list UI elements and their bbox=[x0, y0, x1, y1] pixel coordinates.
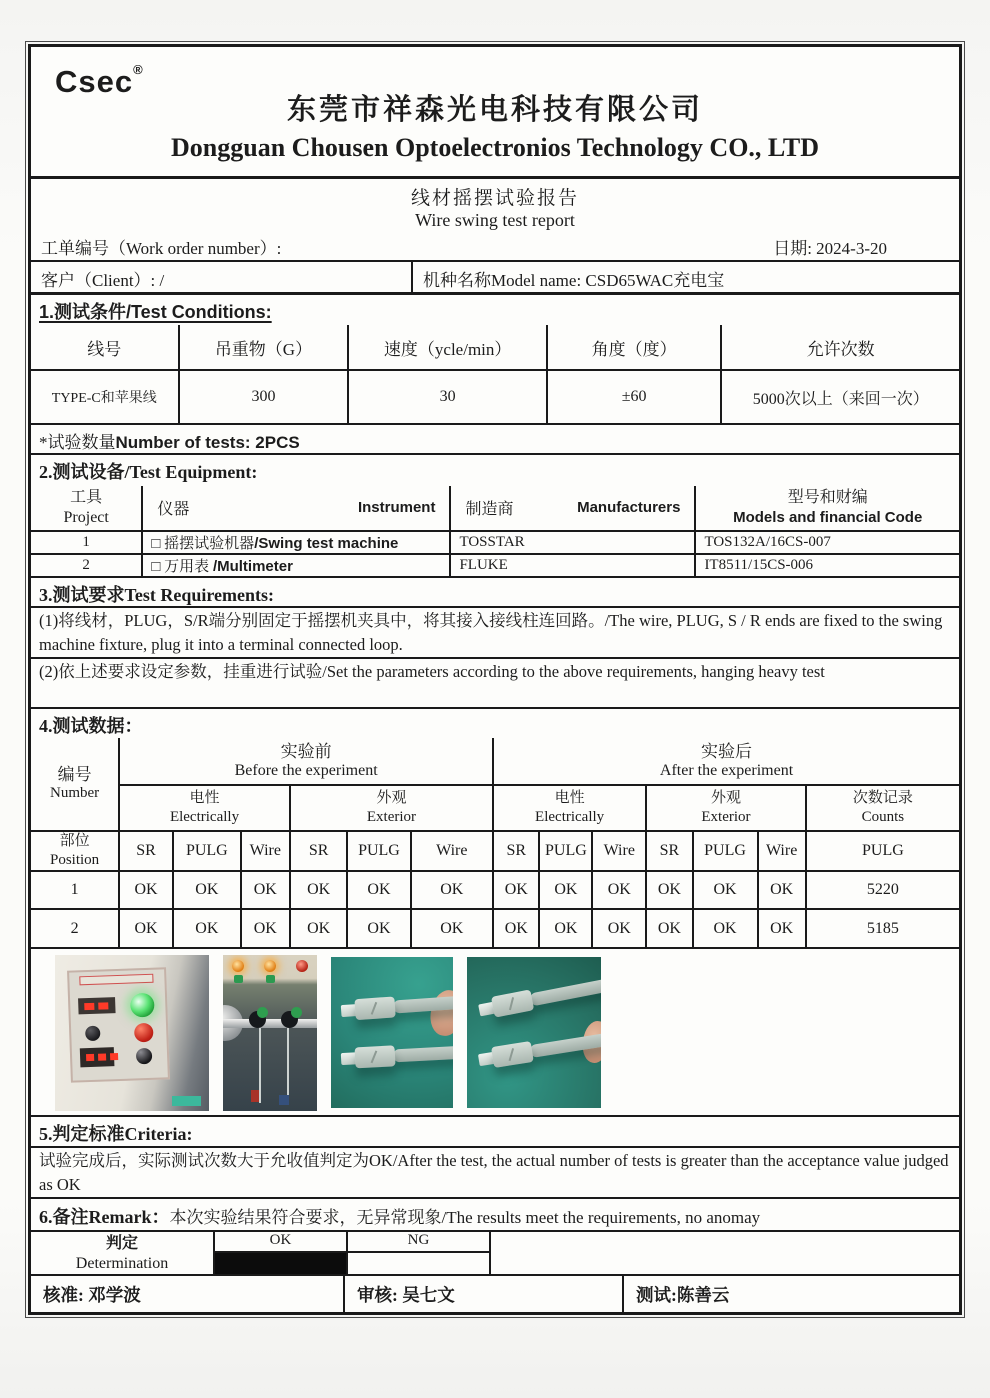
section5-heading: 5.判定标准Criteria: bbox=[31, 1117, 959, 1148]
client-field: 客户（Client）: / bbox=[31, 262, 413, 292]
col-header-pulg: PULG bbox=[693, 831, 758, 871]
col-header-wire: Wire bbox=[241, 831, 290, 871]
control-panel bbox=[67, 967, 169, 1083]
model-name-field: 机种名称Model name: CSD65WAC充电宝 bbox=[423, 271, 725, 291]
green-clamp-knob bbox=[257, 1007, 268, 1018]
company-name-cn: 东莞市祥森光电科技有限公司 bbox=[286, 94, 703, 126]
result-cell: OK bbox=[493, 871, 539, 909]
wire-no-value: TYPE-C和苹果线 bbox=[31, 370, 179, 423]
allowed-times-value: 5000次以上（来回一次） bbox=[721, 370, 959, 423]
remark-text: 本次实验结果符合要求，无异常现象/The results meet the requirements, no anomay bbox=[169, 1208, 761, 1228]
table-row bbox=[31, 738, 959, 785]
toggle-switch bbox=[136, 1048, 153, 1065]
determination-ng-column bbox=[348, 1232, 491, 1274]
result-cell: OK bbox=[693, 909, 758, 947]
table-row bbox=[31, 554, 959, 576]
cable-cord bbox=[392, 1046, 453, 1063]
equipment-manufacturer: FLUKE bbox=[450, 554, 695, 576]
determination-ok-column bbox=[215, 1232, 348, 1274]
result-cell: OK bbox=[411, 871, 494, 909]
count-value: 5185 bbox=[806, 909, 959, 947]
company-name-en: Dongguan Chousen Optoelectronios Technology CO., LTD bbox=[171, 133, 819, 162]
green-button bbox=[234, 975, 243, 983]
connector-head bbox=[354, 1045, 395, 1068]
swing-bar bbox=[223, 1019, 317, 1028]
test-conditions-table-wrap bbox=[31, 325, 959, 425]
col-header-counts: 次数记录 Counts bbox=[806, 785, 959, 831]
weight-blue bbox=[279, 1095, 289, 1105]
cable-connector bbox=[340, 1042, 453, 1069]
test-equipment-table-wrap bbox=[31, 486, 959, 578]
table-row bbox=[31, 909, 959, 947]
company-logo bbox=[55, 62, 144, 100]
connector-head bbox=[491, 1041, 534, 1068]
requirement-paragraph-1: (1)将线材，PLUG，S/R端分别固定于摇摆机夹具中，将其接入接线柱连回路。/The wire, PLUG, S / R ends are fixed to the swing machine fixture, plug it into a terminal connected loop. bbox=[31, 608, 959, 660]
test-equipment-table bbox=[31, 486, 959, 576]
orange-indicator-light bbox=[232, 960, 244, 972]
col-header-wire: Wire bbox=[758, 831, 806, 871]
result-cell: OK bbox=[646, 871, 692, 909]
green-clamp-knob bbox=[291, 1007, 302, 1018]
col-header-wire: Wire bbox=[592, 831, 646, 871]
equipment-no: 2 bbox=[31, 554, 142, 576]
sample-number: 2 bbox=[31, 909, 119, 947]
result-cell: OK bbox=[539, 871, 592, 909]
table-row bbox=[31, 325, 959, 370]
photo-swing-test-machine-control-panel bbox=[55, 955, 209, 1111]
angle-value: ±60 bbox=[547, 370, 721, 423]
result-cell: OK bbox=[347, 871, 410, 909]
test-conditions-table bbox=[31, 325, 959, 423]
red-indicator-light bbox=[296, 960, 308, 972]
red-stop-button bbox=[134, 1023, 154, 1043]
tested-by: 测试:陈善云 bbox=[636, 1285, 730, 1306]
speed-value: 30 bbox=[348, 370, 547, 423]
col-header-electrical-after: 电性 Electrically bbox=[493, 785, 646, 831]
digital-display bbox=[77, 997, 115, 1015]
num-tests-en: Number of tests: 2PCS bbox=[115, 433, 300, 452]
connector-head bbox=[354, 997, 395, 1021]
col-header-wire-no: 线号 bbox=[31, 325, 179, 370]
table-row bbox=[31, 370, 959, 423]
result-cell: OK bbox=[119, 871, 173, 909]
weight-red bbox=[251, 1090, 259, 1102]
document bbox=[28, 44, 962, 1315]
counter-display bbox=[79, 1047, 114, 1068]
col-header-pulg-counts: PULG bbox=[806, 831, 959, 871]
section2-heading: 2.测试设备/Test Equipment: bbox=[39, 462, 258, 482]
result-cell: OK bbox=[539, 909, 592, 947]
col-header-sr: SR bbox=[119, 831, 173, 871]
col-header-angle: 角度（度） bbox=[547, 325, 721, 370]
result-cell: OK bbox=[411, 909, 494, 947]
col-header-speed: 速度（ycle/min） bbox=[348, 325, 547, 370]
cable-connector bbox=[477, 975, 601, 1021]
determination-empty-cell bbox=[491, 1232, 959, 1274]
section4-heading: 4.测试数据： bbox=[39, 716, 143, 737]
checkbox-icon: □ bbox=[151, 558, 161, 575]
cable-cord bbox=[392, 996, 453, 1014]
logo-text: Csec bbox=[55, 64, 134, 99]
result-cell: OK bbox=[241, 871, 290, 909]
test-photos-strip bbox=[31, 949, 959, 1117]
section1-heading: 1.测试条件/Test Conditions: bbox=[39, 302, 272, 323]
result-cell: OK bbox=[290, 871, 348, 909]
col-header-weight: 吊重物（G） bbox=[179, 325, 349, 370]
col-header-electrical-before: 电性 Electrically bbox=[119, 785, 290, 831]
equipment-no: 1 bbox=[31, 531, 142, 554]
client-model-row bbox=[31, 262, 959, 295]
signatures-row bbox=[31, 1276, 959, 1312]
ok-selected-mark bbox=[215, 1253, 346, 1274]
photo-tested-cable-connectors-view2 bbox=[467, 957, 601, 1108]
table-row bbox=[31, 486, 959, 531]
orange-indicator-light bbox=[264, 960, 276, 972]
criteria-text: 试验完成后，实际测试次数大于允收值判定为OK/After the test, the actual number of tests is greater than the acceptance value judged as OK bbox=[31, 1148, 959, 1200]
photo-swing-test-machine-fixture bbox=[223, 955, 317, 1111]
green-button bbox=[266, 975, 275, 983]
result-cell: OK bbox=[646, 909, 692, 947]
col-header-pulg: PULG bbox=[539, 831, 592, 871]
test-data-table bbox=[31, 738, 959, 947]
cable-cord bbox=[529, 979, 601, 1007]
green-label-sticker bbox=[172, 1096, 201, 1107]
green-indicator-light bbox=[130, 993, 155, 1018]
col-header-pulg: PULG bbox=[347, 831, 410, 871]
test-data-table-wrap bbox=[31, 738, 959, 949]
report-title-cn: 线材摇摆试验报告 bbox=[410, 188, 579, 210]
report-date: 日期: 2024-3-20 bbox=[773, 239, 887, 259]
result-cell: OK bbox=[173, 909, 241, 947]
col-header-sr: SR bbox=[646, 831, 692, 871]
result-cell: OK bbox=[592, 909, 646, 947]
table-row bbox=[31, 531, 959, 554]
col-header-exterior-after: 外观 Exterior bbox=[646, 785, 806, 831]
equipment-manufacturer: TOSSTAR bbox=[450, 531, 695, 554]
hanging-rod bbox=[287, 1028, 289, 1103]
col-header-number: 编号 Number bbox=[31, 738, 119, 831]
result-cell: OK bbox=[347, 909, 410, 947]
col-header-model: 型号和财编 Models and financial Code bbox=[695, 486, 959, 531]
control-knob bbox=[85, 1026, 101, 1042]
ng-label: NG bbox=[348, 1232, 489, 1253]
result-cell: OK bbox=[290, 909, 348, 947]
requirement-paragraph-2: (2)依上述要求设定参数，挂重进行试验/Set the parameters according to the above requirements, hanging heavy test bbox=[31, 659, 959, 709]
result-cell: OK bbox=[241, 909, 290, 947]
result-cell: OK bbox=[592, 871, 646, 909]
sample-number: 1 bbox=[31, 871, 119, 909]
count-value: 5220 bbox=[806, 871, 959, 909]
ok-label: OK bbox=[215, 1232, 346, 1253]
equipment-name: □ 摇摆试验机器/Swing test machine bbox=[142, 531, 450, 554]
result-cell: OK bbox=[493, 909, 539, 947]
table-row bbox=[31, 785, 959, 831]
report-header bbox=[31, 47, 959, 179]
panel-label bbox=[80, 974, 154, 986]
col-header-project: 工具 Project bbox=[31, 486, 142, 531]
report-title-block bbox=[31, 179, 959, 262]
approved-by: 核准: 邓学波 bbox=[31, 1276, 345, 1312]
weight-value: 300 bbox=[179, 370, 349, 423]
logo-trademark-icon: ® bbox=[133, 62, 144, 77]
section3-heading: 3.测试要求Test Requirements: bbox=[31, 578, 959, 608]
col-header-wire: Wire bbox=[411, 831, 494, 871]
determination-row bbox=[31, 1232, 959, 1276]
remark-label: 6.备注Remark： bbox=[39, 1207, 170, 1228]
col-header-manufacturer: 制造商 Manufacturers bbox=[450, 486, 695, 531]
report-title-en: Wire swing test report bbox=[415, 210, 575, 231]
number-of-tests-row bbox=[31, 425, 959, 455]
photo-tested-cable-connectors-view1 bbox=[331, 957, 453, 1108]
work-order-label: 工单编号（Work order number）: bbox=[41, 239, 282, 259]
col-header-allowed-times: 允许次数 bbox=[721, 325, 959, 370]
table-row bbox=[31, 871, 959, 909]
result-cell: OK bbox=[693, 871, 758, 909]
result-cell: OK bbox=[758, 871, 806, 909]
result-cell: OK bbox=[758, 909, 806, 947]
col-header-sr: SR bbox=[493, 831, 539, 871]
remark-row bbox=[31, 1199, 959, 1232]
num-tests-cn: *试验数量 bbox=[39, 433, 116, 452]
col-header-after: 实验后 After the experiment bbox=[493, 738, 959, 785]
connector-head bbox=[491, 990, 534, 1018]
col-header-position: 部位 Position bbox=[31, 831, 119, 871]
table-row bbox=[31, 831, 959, 871]
equipment-model: IT8511/15CS-006 bbox=[695, 554, 959, 576]
cable-connector bbox=[477, 1028, 601, 1069]
equipment-name: □ 万用表 /Multimeter bbox=[142, 554, 450, 576]
col-header-instrument: 仪器 Instrument bbox=[142, 486, 450, 531]
ng-empty-cell bbox=[348, 1253, 489, 1274]
result-cell: OK bbox=[119, 909, 173, 947]
col-header-sr: SR bbox=[290, 831, 348, 871]
determination-label: 判定 Determination bbox=[31, 1232, 215, 1274]
checkbox-icon: □ bbox=[151, 535, 161, 552]
col-header-exterior-before: 外观 Exterior bbox=[290, 785, 493, 831]
col-header-pulg: PULG bbox=[173, 831, 241, 871]
equipment-model: TOS132A/16CS-007 bbox=[695, 531, 959, 554]
reviewed-by: 审核: 吴七文 bbox=[345, 1276, 624, 1312]
result-cell: OK bbox=[173, 871, 241, 909]
col-header-before: 实验前 Before the experiment bbox=[119, 738, 493, 785]
